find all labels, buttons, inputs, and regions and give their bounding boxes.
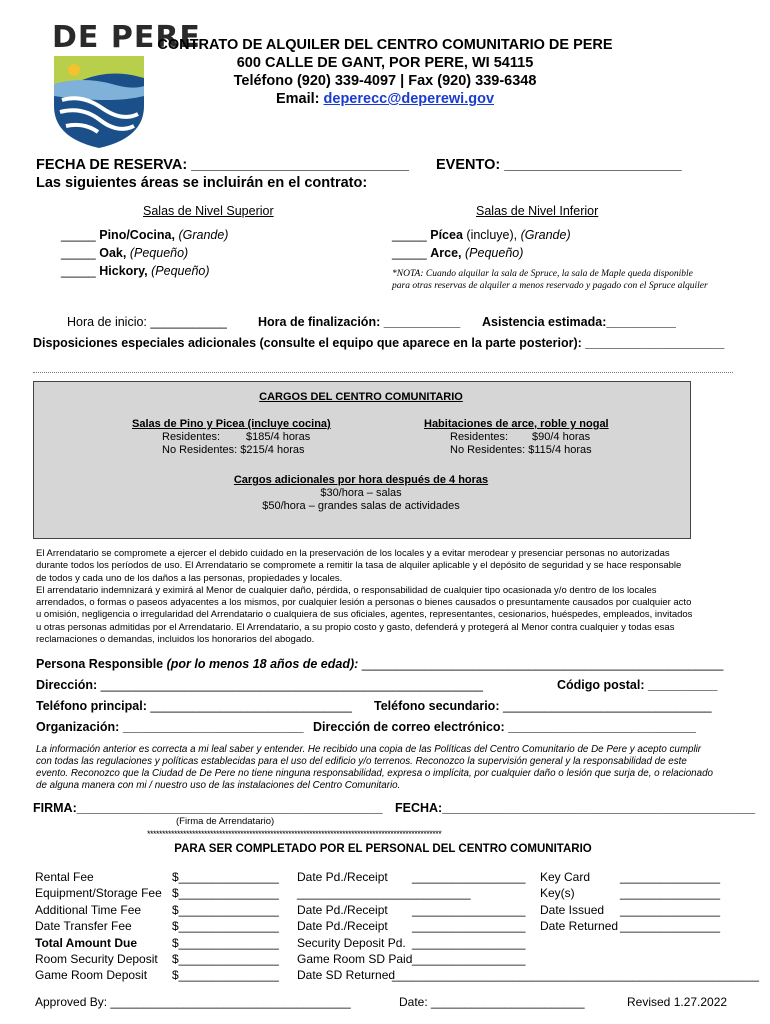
pine-res-label: Residentes: [162, 431, 221, 443]
approved-by-field[interactable]: Approved By: ____________________________________ [35, 995, 351, 1009]
fee-amount-field[interactable]: $_______________ [172, 903, 279, 917]
receipt-date-field[interactable]: _________________ [412, 870, 526, 884]
maple-res-label: Residentes: [450, 431, 509, 443]
maple-res-value: $90/4 horas [532, 431, 591, 443]
attendance-field[interactable]: Asistencia estimada:__________ [482, 315, 676, 329]
secondary-phone-field[interactable]: Teléfono secundario: ______________________________ [374, 699, 712, 713]
receipt-date-field[interactable]: _________________ [412, 936, 526, 950]
acknowledgement-text: La información anterior es correcta a mi leal saber y entender. He recibido una copia de las Políticas del Centro Comunitario de De Pere y acepto cumplir con todas las regulaciones y políticas establecidas para el uso del edificio y/o terrenos. Reconozco la supervisión general y la responsabilidad de este evento. Reconozco que la Ciudad de De Pere no tiene ninguna responsabilidad, expresa o implícita, por cualquier daño o lesión que surja de, o relacionado de alguna manera con mi / nuestro uso de las instalaciones del Centro Comunitario. [36, 744, 713, 791]
extra-charge-large: $50/hora – grandes salas de actividades [262, 500, 460, 512]
signature-field[interactable]: FIRMA:____________________________________________ [33, 801, 383, 815]
lower-level-heading: Salas de Nivel Inferior [476, 204, 599, 218]
key-label: Key Card [540, 870, 591, 884]
logo-text: DE PERE [52, 20, 201, 55]
areas-intro: Las siguientes áreas se incluirán en el contrato: [36, 175, 368, 191]
start-time-field[interactable]: Hora de inicio: ___________ [67, 315, 227, 329]
fee-amount-field[interactable]: $_______________ [172, 870, 279, 884]
room-oak[interactable]: _____ Oak, (Pequeño) [61, 246, 189, 260]
signature-caption: (Firma de Arrendatario) [176, 816, 275, 827]
email-field[interactable]: Dirección de correo electrónico: ___________________________ [313, 720, 696, 734]
pine-res-value: $185/4 horas [246, 431, 311, 443]
terms-text: El Arrendatario se compromete a ejercer el debido cuidado en la preservación de los locales y a evitar merodear y presenciar personas no autorizadas durante todos los períodos de uso. El Arrendatario se compromete a remitir la tasa de alquiler aplicable y el depósito de seguridad y se hace responsable de todos y cada uno de los daños a las personas, propiedades y locales. El arrendatario indemnizará y eximirá al Menor de cualquier daño, pérdida, o responsabilidad de cualquier tipo ocasionada y/o dentro de los locales arrendados, o formas o paseos adyacentes a los mismos, por cualquier lesión a personas o bienes causados o presuntamente causados por cualquier acto u omisión, negligencia o irregularidad del Arrendatario o cualquiera de sus oficiales, agentes, representantes, cesionarios, huéspedes, empleados, invitados u otras personas admitidas por el Arrendatario. El Arrendatario, a su propio costo y gasto, defenderá y protegerá al Menor contra cualquier y todas esas reclamaciones o demandas, incluidos los honorarios del abogado. [36, 548, 693, 646]
extra-charges-heading: Cargos adicionales por hora después de 4 horas [233, 474, 489, 486]
revision-date: Revised 1.27.2022 [627, 995, 728, 1009]
room-pino[interactable]: _____ Pino/Cocina, (Grande) [61, 228, 229, 242]
key-field[interactable]: _______________ [620, 903, 721, 917]
star-divider: ************************************************************************************************** [147, 829, 442, 839]
staff-section-title: PARA SER COMPLETADO POR EL PERSONAL DEL CENTRO COMUNITARIO [174, 843, 592, 855]
fee-label: Additional Time Fee [35, 903, 142, 917]
fee-label: Rental Fee [35, 870, 94, 884]
organization-field[interactable]: Organización: __________________________ [36, 720, 304, 734]
maple-oak-heading: Habitaciones de arce, roble y nogal [424, 418, 609, 430]
key-label: Date Issued [540, 903, 605, 917]
key-field[interactable]: _______________ [620, 870, 721, 884]
special-provisions-field[interactable]: Disposiciones especiales adicionales (consulte el equipo que aparece en la parte posterior): ____________________ [33, 336, 725, 350]
extra-charge-rooms: $30/hora – salas [320, 487, 402, 499]
blank-line-field[interactable]: __________________________ [297, 886, 471, 900]
fee-label: Date Transfer Fee [35, 919, 132, 933]
header-phone: Teléfono (920) 339-4097 | Fax (920) 339-6348 [233, 73, 537, 89]
email-label: Email: [275, 91, 320, 107]
fee-label: Total Amount Due [35, 936, 137, 950]
charges-title: CARGOS DEL CENTRO COMUNITARIO [259, 391, 463, 403]
responsible-person-field[interactable]: Persona Responsible (por lo menos 18 años de edad): ____________________________________________________ [36, 657, 724, 671]
fee-label: Game Room Deposit [35, 968, 148, 982]
key-label: Date Returned [540, 919, 619, 933]
header-address: 600 CALLE DE GANT, POR PERE, WI 54115 [236, 55, 534, 71]
receipt-label: Date Pd./Receipt [297, 919, 388, 933]
fee-amount-field[interactable]: $_______________ [172, 968, 279, 982]
zip-field[interactable]: Código postal: __________ [557, 678, 718, 692]
signature-date-field[interactable]: FECHA:_____________________________________________ [395, 801, 756, 815]
key-label: Key(s) [540, 886, 575, 900]
room-hickory[interactable]: _____ Hickory, (Pequeño) [61, 264, 210, 278]
charges-box [33, 381, 691, 539]
fee-amount-field[interactable]: $_______________ [172, 952, 279, 966]
reservation-date-field[interactable]: FECHA DE RESERVA: ___________________________ [36, 157, 409, 173]
contract-title: CONTRATO DE ALQUILER DEL CENTRO COMUNITARIO DE PERE [157, 37, 613, 53]
primary-phone-field[interactable]: Teléfono principal: _____________________________ [36, 699, 352, 713]
key-field[interactable]: _______________ [620, 919, 721, 933]
spruce-note: *NOTA: Cuando alquilar la sala de Spruce, la sala de Maple queda disponible para otras reservas de alquiler a menos reservado y pagado con el Spruce alquiler [392, 269, 708, 291]
fee-label: Room Security Deposit [35, 952, 158, 966]
maple-nonres: No Residentes: $115/4 horas [450, 444, 592, 456]
upper-level-heading: Salas de Nivel Superior [143, 204, 274, 218]
receipt-date-field[interactable]: _________________ [412, 903, 526, 917]
fee-amount-field[interactable]: $_______________ [172, 886, 279, 900]
room-arce[interactable]: _____ Arce, (Pequeño) [392, 246, 524, 260]
address-field[interactable]: Dirección: _______________________________________________________ [36, 678, 483, 692]
divider [33, 372, 733, 373]
receipt-date-field[interactable]: _________________ [412, 919, 526, 933]
pine-spruce-heading: Salas de Pino y Picea (incluye cocina) [132, 418, 331, 430]
approval-date-field[interactable]: Date: _______________________ [399, 995, 585, 1009]
end-time-field[interactable]: Hora de finalización: ___________ [258, 315, 461, 329]
receipt-date-field[interactable]: _________________ [412, 952, 526, 966]
receipt-label: Date SD Returned [297, 968, 396, 982]
receipt-label: Security Deposit Pd. [297, 936, 406, 950]
receipt-label: Date Pd./Receipt [297, 870, 388, 884]
event-field[interactable]: EVENTO: ______________________ [436, 157, 682, 173]
city-logo-graphic [52, 56, 146, 148]
fee-amount-field[interactable]: $_______________ [172, 936, 279, 950]
receipt-label: Game Room SD Paid [297, 952, 413, 966]
receipt-label: Date Pd./Receipt [297, 903, 388, 917]
fee-label: Equipment/Storage Fee [35, 886, 162, 900]
sd-returned-field[interactable]: _______________________________________________________ [392, 968, 760, 982]
room-picea[interactable]: _____ Pícea (incluye), (Grande) [392, 228, 571, 242]
pine-nonres: No Residentes: $215/4 horas [162, 444, 305, 456]
email-link[interactable]: deperecc@deperewi.gov [323, 91, 495, 107]
header-email-row [150, 91, 620, 107]
fee-amount-field[interactable]: $_______________ [172, 919, 279, 933]
key-field[interactable]: _______________ [620, 886, 721, 900]
